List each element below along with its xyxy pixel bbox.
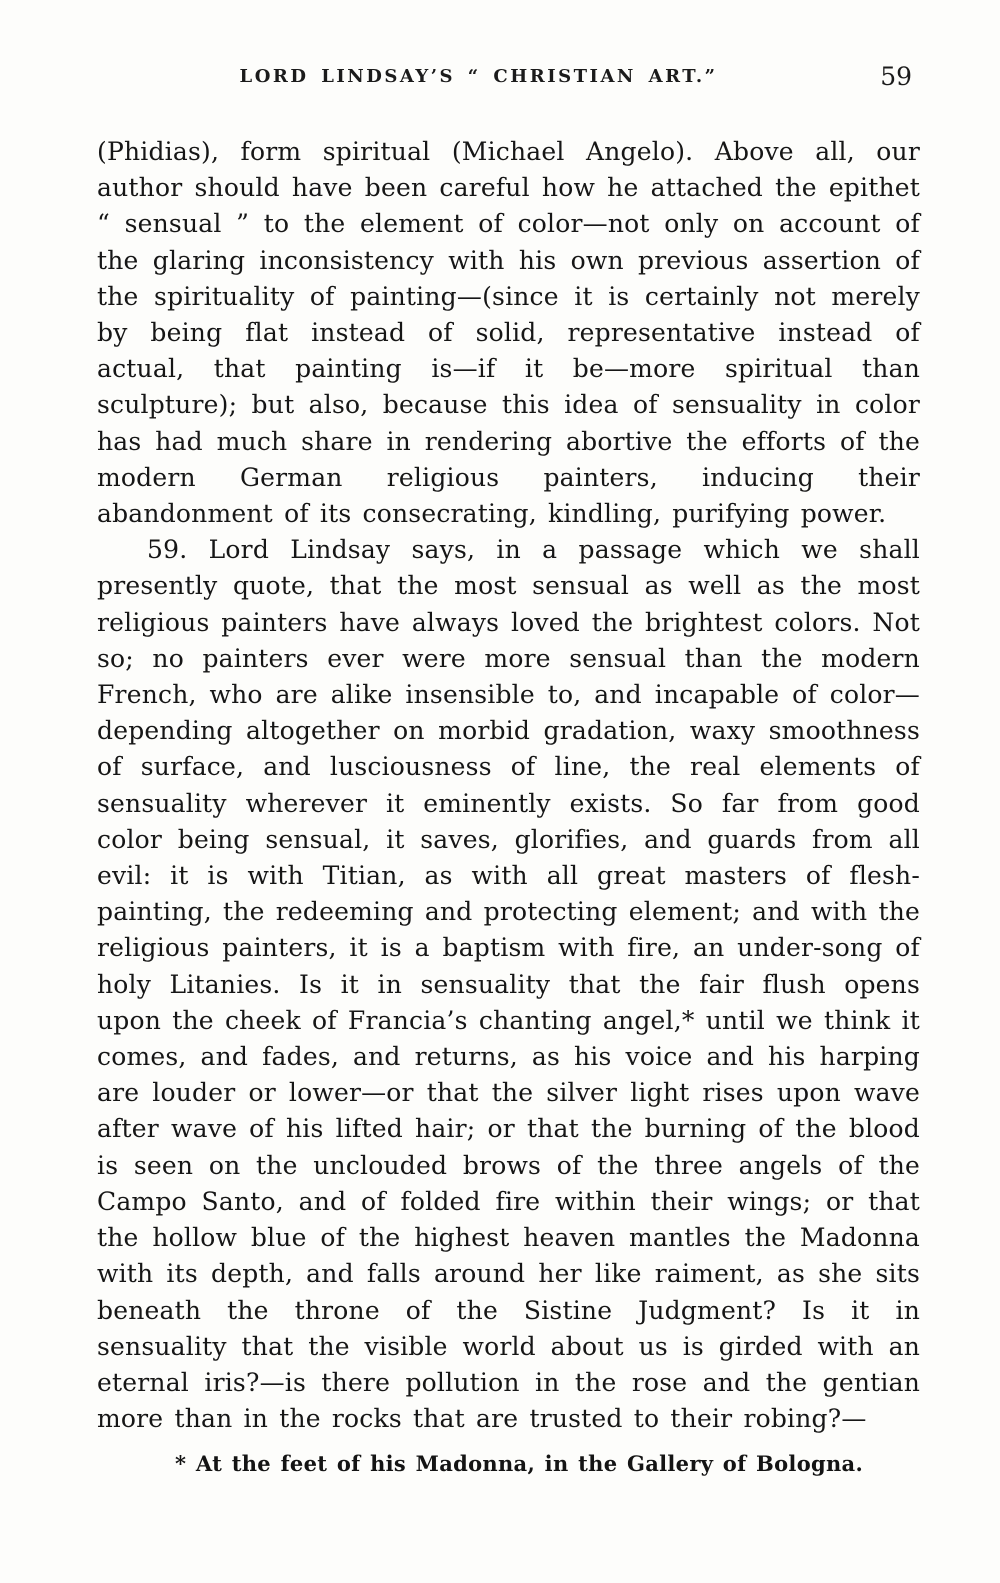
page-header bbox=[97, 62, 920, 106]
page-body bbox=[97, 134, 920, 1437]
body-paragraph: 59. Lord Lindsay says, in a passage which we shall presently quote, that the most sensual as well as the most religious painters have always loved the brightest colors. Not so; no painters ever were more sensual than the modern French, who are alike insensible to, and incapable of color—depending altogether on morbid gradation, waxy smoothness of surface, and lusciousness of line, the real elements of sensuality wherever it eminently exists. So far from good color being sensual, it saves, glorifies, and guards from all evil: it is with Titian, as with all great masters of flesh-painting, the redeeming and protecting element; and with the religious painters, it is a baptism with fire, an under-song of holy Litanies. Is it in sensuality that the fair flush opens upon the cheek of Francia’s chanting angel,* until we think it comes, and fades, and returns, as his voice and his harping are louder or lower—or that the silver light rises upon wave after wave of his lifted hair; or that the burning of the blood is seen on the unclouded brows of the three angels of the Campo Santo, and of folded fire within their wings; or that the hollow blue of the highest heaven mantles the Madonna with its depth, and falls around her like raiment, as she sits beneath the throne of the Sistine Judgment? Is it in sensuality that the visible world about us is girded with an eternal iris?—is there pollution in the rose and the gentian more than in the rocks that are trusted to their robing?— bbox=[97, 535, 920, 1434]
body-paragraph: (Phidias), form spiritual (Michael Angelo). Above all, our author should have been careful how he attached the epithet “ sensual ” to the element of color—not only on account of the glaring inconsistency with his own previous assertion of the spirituality of painting—(since it is certainly not merely by being flat instead of solid, representative instead of actual, that painting is—if it be—more spiritual than sculpture); but also, because this idea of sensuality in color has had much share in rendering abortive the efforts of the modern German religious painters, inducing their abandonment of its consecrating, kindling, purifying power. bbox=[97, 137, 920, 529]
footnote: * At the feet of his Madonna, in the Gallery of Bologna. bbox=[175, 1451, 864, 1477]
page-number: 59 bbox=[880, 62, 912, 91]
running-title: LORD LINDSAY’S “ CHRISTIAN ART.” bbox=[239, 66, 718, 87]
